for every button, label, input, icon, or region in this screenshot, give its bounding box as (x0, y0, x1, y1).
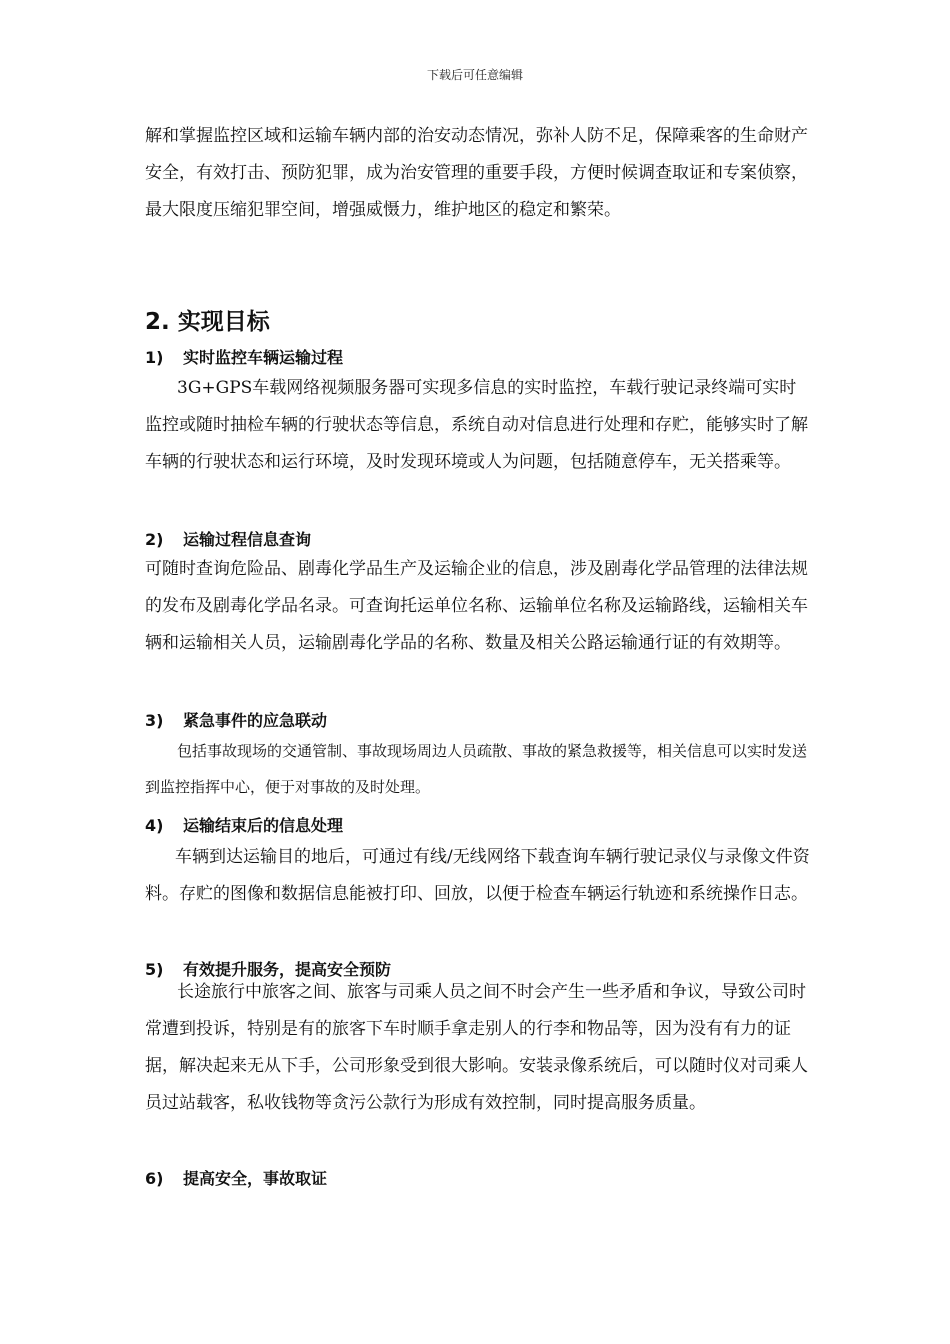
item-4-heading (145, 813, 343, 836)
item-1-number: 1) (145, 348, 164, 367)
intro-paragraph: 解和掌握监控区域和运输车辆内部的治安动态情况，弥补人防不足，保障乘客的生命财产安全，有效打击、预防犯罪，成为治安管理的重要手段，方便时候调查取证和专案侦察，最大限度压缩犯罪空间，增强威慑力，维护地区的稳定和繁荣。 (145, 126, 808, 220)
item-4-number: 4) (145, 816, 164, 835)
item-5-body: 长途旅行中旅客之间、旅客与司乘人员之间不时会产生一些矛盾和争议，导致公司时常遭到投诉，特别是有的旅客下车时顺手拿走别人的行李和物品等，因为没有有力的证据，解决起来无从下手，公司形象受到很大影响。安装录像系统后，可以随时仪对司乘人员过站载客，私收钱物等贪污公款行为形成有效控制，同时提高服务质量。 (145, 982, 808, 1113)
item-6-title: 提高安全，事故取证 (183, 1169, 328, 1188)
section-title: 2. 实现目标 (145, 309, 270, 335)
page-header: 下载后可任意编辑 (426, 68, 523, 82)
item-4-body: 车辆到达运输目的地后，可通过有线/无线网络下载查询车辆行驶记录仪与录像文件资料。存贮的图像和数据信息能被打印、回放，以便于检查车辆运行轨迹和系统操作日志。 (145, 847, 810, 904)
item-3-number: 3) (145, 711, 164, 730)
item-3-title: 紧急事件的应急联动 (183, 711, 328, 730)
item-2-body: 可随时查询危险品、剧毒化学品生产及运输企业的信息，涉及剧毒化学品管理的法律法规的发布及剧毒化学品名录。可查询托运单位名称、运输单位名称及运输路线，运输相关车辆和运输相关人员，运输剧毒化学品的名称、数量及相关公路运输通行证的有效期等。 (145, 559, 808, 653)
item-2-title: 运输过程信息查询 (183, 530, 312, 549)
item-5-title: 有效提升服务，提高安全预防 (183, 960, 392, 979)
item-3-body: 包括事故现场的交通管制、事故现场周边人员疏散、事故的紧急救援等，相关信息可以实时发送到监控指挥中心，便于对事故的及时处理。 (145, 742, 808, 796)
item-2-heading (145, 527, 311, 550)
item-1-heading (145, 345, 343, 368)
item-1-title: 实时监控车辆运输过程 (183, 348, 344, 367)
item-1-body: 3G+GPS车载网络视频服务器可实现多信息的实时监控，车载行驶记录终端可实时监控或随时抽检车辆的行驶状态等信息，系统自动对信息进行处理和存贮，能够实时了解车辆的行驶状态和运行环境，及时发现环境或人为问题，包括随意停车，无关搭乘等。 (145, 378, 808, 472)
item-4-title: 运输结束后的信息处理 (183, 816, 344, 835)
item-6-number: 6) (145, 1169, 164, 1188)
item-6-heading (145, 1166, 327, 1189)
item-2-number: 2) (145, 530, 164, 549)
item-3-heading (145, 708, 327, 731)
item-5-number: 5) (145, 960, 164, 979)
